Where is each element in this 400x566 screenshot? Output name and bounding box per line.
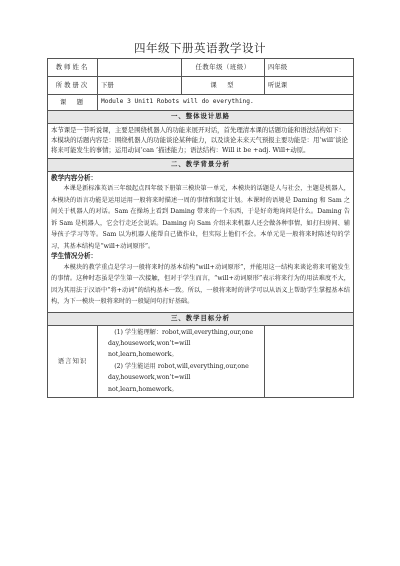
topic-value[interactable]: Module 3 Unit1 Robots will do everything. — [98, 95, 354, 111]
section2-header-row — [48, 158, 354, 171]
page-title: 四年级下册英语教学设计 — [134, 41, 266, 55]
type-value[interactable]: 听说课 — [265, 77, 354, 95]
section3-header: 三、教学目标分析 — [48, 312, 354, 325]
teacher-label: 教师姓名 — [48, 59, 98, 77]
content-analysis-title: 教学内容分析： — [51, 173, 98, 182]
type-label: 课 型 — [182, 77, 265, 95]
goal-extra-cell — [265, 325, 354, 398]
textbook-row — [48, 77, 354, 95]
teacher-value[interactable] — [98, 59, 182, 77]
section1-header: 一、整体设计思路 — [48, 111, 354, 124]
goal-row — [48, 325, 354, 398]
section1-line-2: 本模块的话题内容是：围绕机器人的功能谈论某种能力，以及谈论未来天气预报主要功能是：用‘will’谈论将来可能发生的事情；运用动词‘can ’描述能力；语法结构：Will it be +adj. Will+动原。 — [51, 135, 348, 154]
lesson-plan-table — [47, 58, 354, 398]
section2-body — [48, 171, 354, 312]
textbook-value[interactable]: 下册 — [98, 77, 182, 95]
goal-line-2: day,housework,won’t=will not,learn,homework。 — [108, 340, 191, 359]
section1-header-row — [48, 111, 354, 124]
goal-label: 语言知识 — [48, 325, 98, 398]
topic-label: 课 题 — [48, 95, 98, 111]
student-analysis-text: 本模块的教学重点是学习一般将来时的基本结构“will+动词原形”，并能用这一结构来谈论将来可能发生的事情。这种时态虽是学生第一次接触，但对于学生而言，“will+动词原形”表示将来行为的用法难度不大，因为其用法于汉语中“将+动词”的结构基本一致。所以，一般将来时的讲学可以从语义上帮助学生掌握基本结构，为下一模块一般将来时的一般疑问句打好基础。 — [51, 263, 350, 306]
grade-value[interactable]: 四年级 — [265, 59, 354, 77]
section1-body — [48, 124, 354, 159]
textbook-label: 所教册次 — [48, 77, 98, 95]
section3-header-row — [48, 312, 354, 325]
goal-line-1: (1) 学生能理解：robot,will,everything,our,one — [114, 328, 254, 336]
section2-header: 二、教学背景分析 — [48, 158, 354, 171]
grade-label: 任教年级（班级） — [182, 59, 265, 77]
student-analysis-title: 学生情况分析： — [51, 252, 98, 261]
goal-content — [98, 325, 265, 398]
teacher-row — [48, 59, 354, 77]
topic-row — [48, 95, 354, 111]
section2-body-row — [48, 171, 354, 312]
section1-line-1: 本节课是一节听说课，主要是围绕机器人的功能来展开对话，首先理清本课的话题功能和语法结构如下： — [51, 126, 345, 134]
section1-body-row — [48, 124, 354, 159]
goal-line-3: (2) 学生能运用 robot,will,everything,our,one — [114, 362, 249, 370]
content-analysis-text: 本课是新标准英语三年级起点四年级下册第三模块第一单元，本模块的话题是人与社会，主题是机器人，本模块的语言功能是运用运用一般将来时描述一周的事情和制定计划。本课时的语境是 Daming 和 Sam 之间关于机器人的对话。Sam 在操场上看到 Daming 带来的一个东西，于是好奇地询问是什么。Daming 告诉 Sam 是机器人，它会行走还会说话。Daming 向 Sam 介绍未来机器人还会做各种事情，如打扫房间、辅导孩子学习等等。Sam 以为机器人能帮自己做作业，但实际上他们不会。本单元是一般将来时陈述句的学习，其基本结构是“will+动词原形”。 — [51, 185, 350, 250]
goal-line-4: day,housework,won’t=will not,learn,homework。 — [108, 374, 191, 393]
